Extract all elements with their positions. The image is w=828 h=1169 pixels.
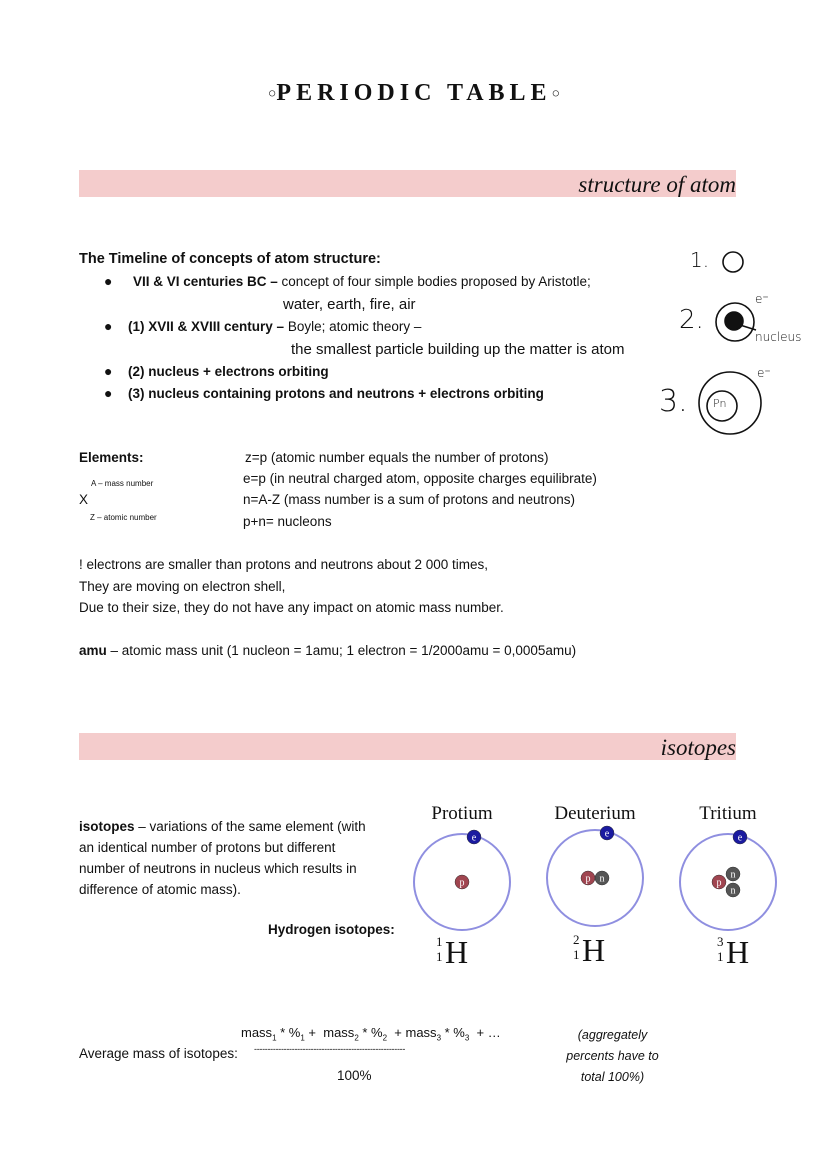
bullet-icon: ● — [104, 318, 113, 334]
element-rule: n=A-Z (mass number is a sum of protons and neutrons) — [243, 492, 576, 507]
formula-subscript: 2 — [354, 1033, 359, 1043]
amu-definition: amu – atomic mass unit (1 nucleon = 1amu; 1 electron = 1/2000amu = 0,0005amu) — [79, 643, 577, 658]
electron-orbit — [680, 834, 776, 930]
timeline-item: (2) nucleus + electrons orbiting — [128, 364, 329, 379]
isotope-name-tritium: Tritium — [699, 803, 757, 824]
sketch-electron-label: e⁻ — [757, 366, 771, 380]
formula-subscript: 3 — [436, 1033, 442, 1043]
formula-term: + mass — [387, 1025, 437, 1040]
bullet-icon: ● — [104, 363, 113, 379]
sketch-label-2: 2. — [679, 305, 704, 335]
sketch-atom-2-nucleus — [725, 312, 743, 330]
formula-denominator: 100% — [337, 1068, 372, 1083]
atomic-number-label: Z – atomic number — [90, 513, 157, 522]
isotope-diagrams — [400, 820, 800, 940]
note-line: They are moving on electron shell, — [79, 579, 286, 594]
element-symbol: X — [79, 492, 89, 507]
proton-label: p — [585, 873, 591, 885]
page-title — [0, 80, 828, 107]
elements-heading: Elements: — [79, 450, 144, 465]
title-ornament-left: ○ — [267, 86, 277, 102]
sketch-atom-1 — [723, 252, 743, 272]
formula-subscript: 3 — [464, 1033, 470, 1043]
timeline-item: VII & VI centuries BC – concept of four simple bodies proposed by Aristotle; — [133, 274, 591, 289]
element-rule: e=p (in neutral charged atom, opposite charges equilibrate) — [243, 471, 597, 486]
formula-label: Average mass of isotopes: — [79, 1046, 238, 1061]
isotope-name-deuterium: Deuterium — [554, 803, 636, 824]
timeline-continuation: water, earth, fire, air — [283, 296, 416, 313]
title-ornament-right: ○ — [551, 86, 561, 102]
sketch-label-3: 3. — [659, 384, 688, 419]
neutron-label: n — [599, 873, 605, 885]
proton-label: p — [716, 877, 722, 889]
formula-term: mass — [241, 1025, 273, 1040]
sketch-pn-label: Pn — [713, 397, 727, 410]
sketch-label-1: 1. — [690, 248, 710, 272]
neutron-label: n — [730, 869, 736, 881]
formula-term: * % — [358, 1025, 383, 1040]
electron-label: e — [471, 832, 477, 844]
formula-subscript: 1 — [272, 1033, 277, 1043]
neutron-label: n — [730, 885, 736, 897]
element-rule: z=p (atomic number equals the number of protons) — [245, 450, 549, 465]
formula-term: + mass — [304, 1025, 355, 1040]
formula-numerator — [241, 1025, 501, 1043]
formula-term: * % — [441, 1025, 465, 1040]
section-banner-isotopes — [79, 733, 736, 760]
electron-label: e — [604, 828, 610, 840]
mass-number-label: A – mass number — [91, 479, 154, 488]
bullet-icon: ● — [104, 273, 113, 289]
formula-note: (aggregately percents have to total 100%) — [566, 1028, 659, 1084]
formula-subscript: 1 — [300, 1033, 305, 1043]
note-line: ! electrons are smaller than protons and neutrons about 2 000 times, — [79, 557, 488, 572]
timeline-item: (3) nucleus containing protons and neutrons + electrons orbiting — [128, 386, 544, 401]
bullet-icon: ● — [104, 385, 113, 401]
sketch-atom-3-shell — [699, 372, 761, 434]
section-title: isotopes — [660, 735, 736, 760]
timeline-heading: The Timeline of concepts of atom structure: — [79, 251, 381, 267]
section-banner-structure — [79, 170, 736, 197]
formula-fraction-line: -------------------------------------------------------- — [254, 1044, 406, 1054]
hydrogen-isotopes-label: Hydrogen isotopes: — [268, 922, 395, 937]
isotopes-definition: isotopes – variations of the same element (with an identical number of protons but different number of neutrons in nucleus which results in difference of atomic mass). — [79, 819, 366, 897]
electron-label: e — [737, 832, 743, 844]
sketch-electron-label: e⁻ — [755, 292, 769, 306]
formula-subscript: 2 — [382, 1033, 388, 1043]
timeline-continuation: the smallest particle building up the matter is atom — [291, 341, 625, 358]
proton-label: p — [459, 877, 465, 889]
formula-term: + … — [469, 1025, 501, 1040]
isotope-name-protium: Protium — [431, 803, 493, 824]
title-text: PERIODIC TABLE — [276, 80, 552, 106]
sketch-nucleus-label: nucleus — [755, 330, 802, 344]
note-line: Due to their size, they do not have any impact on atomic mass number. — [79, 600, 504, 615]
timeline-item: (1) XVII & XVIII century – Boyle; atomic theory – — [128, 319, 422, 334]
formula-term: * % — [276, 1025, 301, 1040]
section-title: structure of atom — [578, 172, 736, 197]
element-rule: p+n= nucleons — [243, 514, 332, 529]
